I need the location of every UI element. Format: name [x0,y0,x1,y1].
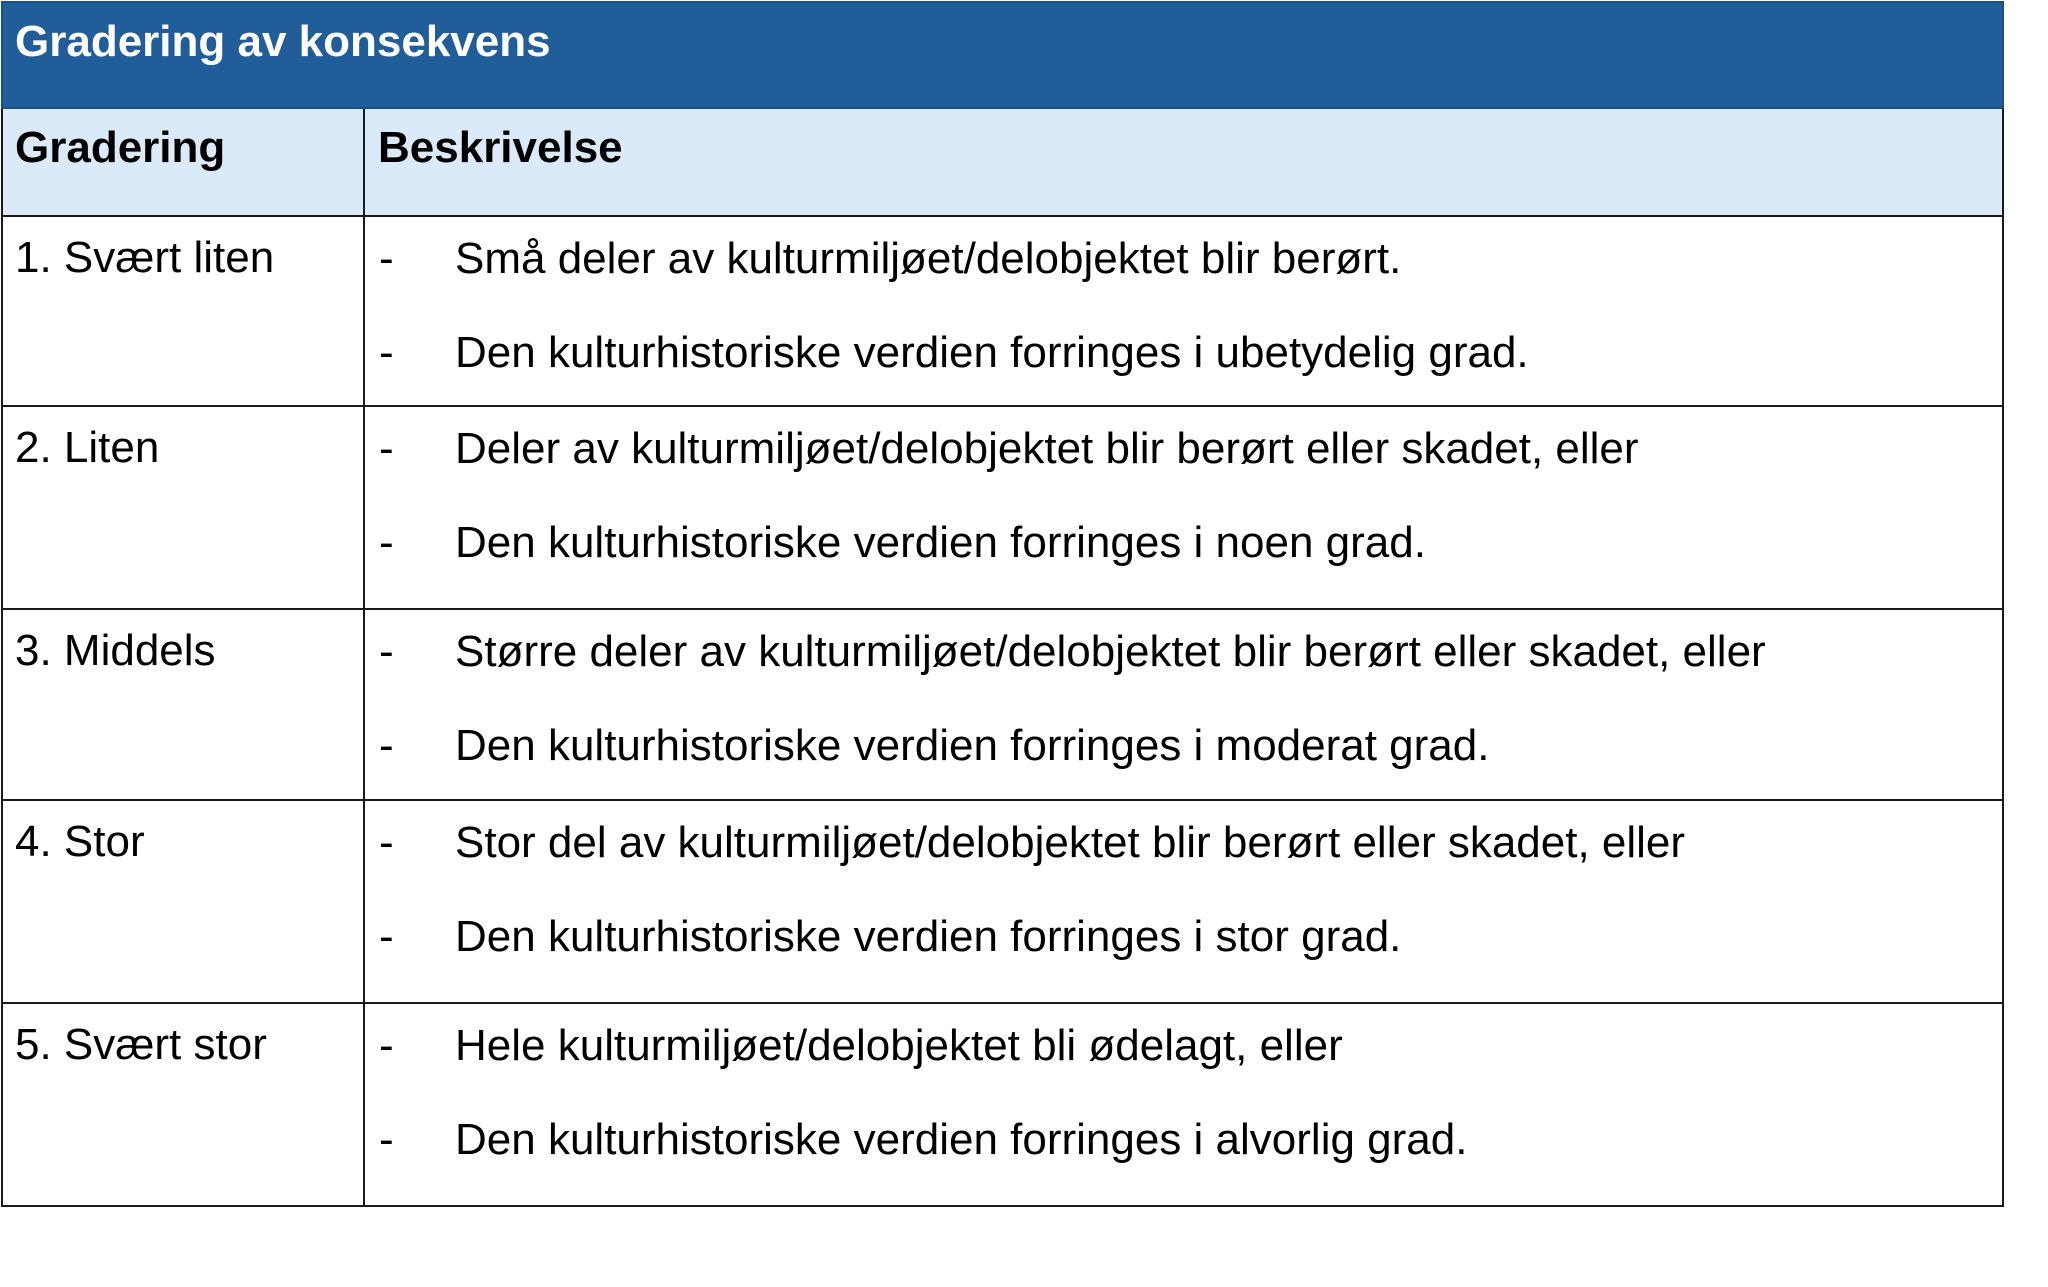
list-item-text: Den kulturhistoriske verdien forringes i alvorlig grad. [455,1115,1468,1164]
bullet-dash: - [379,1021,394,1070]
list-item [365,233,2002,285]
bullet-dash: - [379,424,394,473]
grade-cell: 5. Svært stor [2,1003,364,1206]
description-cell [364,609,2003,800]
bullet-dash: - [379,518,394,567]
bullet-dash: - [379,912,394,961]
bullet-dash: - [379,818,394,867]
list-item [365,327,2002,379]
list-item [365,817,2002,869]
grade-cell: 1. Svært liten [2,216,364,406]
consequence-grading-table [1,1,2004,1207]
header-grade: Gradering [2,108,364,216]
list-item [365,720,2002,772]
table-header-row [2,108,2003,216]
grade-cell: 3. Middels [2,609,364,800]
list-item-text: Større deler av kulturmiljøet/delobjektet blir berørt eller skadet, eller [455,627,1766,676]
list-item-text: Den kulturhistoriske verdien forringes i noen grad. [455,518,1426,567]
table-title-row [2,2,2003,108]
list-item-text: Deler av kulturmiljøet/delobjektet blir berørt eller skadet, eller [455,424,1639,473]
table-row [2,800,2003,1003]
table-title: Gradering av konsekvens [2,2,2003,108]
header-description: Beskrivelse [364,108,2003,216]
description-cell [364,1003,2003,1206]
bullet-dash: - [379,721,394,770]
grade-cell: 2. Liten [2,406,364,609]
list-item [365,911,2002,963]
list-item-text: Små deler av kulturmiljøet/delobjektet blir berørt. [455,234,1402,283]
bullet-dash: - [379,328,394,377]
description-cell [364,406,2003,609]
table-row [2,216,2003,406]
bullet-dash: - [379,1115,394,1164]
description-cell [364,216,2003,406]
list-item [365,517,2002,569]
list-item-text: Den kulturhistoriske verdien forringes i stor grad. [455,912,1402,961]
table-row [2,609,2003,800]
list-item-text: Hele kulturmiljøet/delobjektet bli ødelagt, eller [455,1021,1343,1070]
table-row [2,406,2003,609]
bullet-dash: - [379,234,394,283]
list-item [365,1114,2002,1166]
grade-cell: 4. Stor [2,800,364,1003]
bullet-dash: - [379,627,394,676]
list-item [365,1020,2002,1072]
table-row [2,1003,2003,1206]
list-item-text: Den kulturhistoriske verdien forringes i moderat grad. [455,721,1490,770]
list-item-text: Den kulturhistoriske verdien forringes i ubetydelig grad. [455,328,1529,377]
description-cell [364,800,2003,1003]
list-item [365,423,2002,475]
list-item [365,626,2002,678]
list-item-text: Stor del av kulturmiljøet/delobjektet blir berørt eller skadet, eller [455,818,1686,867]
